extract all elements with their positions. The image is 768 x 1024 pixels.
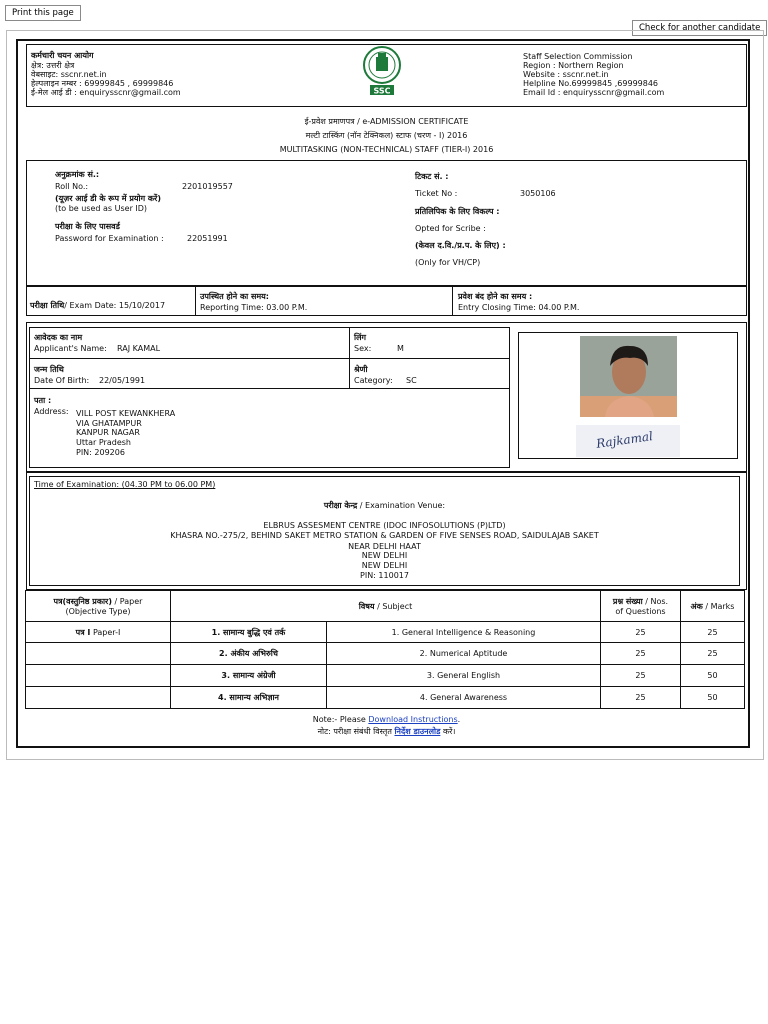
name-label: Applicant's Name: — [34, 344, 107, 353]
reporting-hindi: उपस्थित होने का समय: — [200, 292, 269, 301]
scribe-label-hindi: प्रतिलिपिक के लिए विकल्प : — [415, 207, 500, 216]
vh-label: (Only for VH/CP) — [415, 258, 481, 267]
applicant-name: RAJ KAMAL — [117, 344, 161, 353]
reporting-time: Reporting Time: 03.00 P.M. — [200, 303, 308, 312]
header-paper-hindi: पत्र(वस्तुनिष्ठ प्रकार) — [53, 597, 112, 606]
subject-hindi: 1. सामान्य बुद्धि एवं तर्क — [171, 622, 327, 643]
exam-date-value: / Exam Date: 15/10/2017 — [64, 301, 166, 310]
closing-time: Entry Closing Time: 04.00 P.M. — [458, 303, 580, 312]
website-hindi: वेबसाइट: sscnr.net.in — [31, 70, 107, 79]
subject-name: 1. General Intelligence & Reasoning — [327, 622, 601, 643]
note-english — [26, 715, 747, 725]
subject-name: 2. Numerical Aptitude — [327, 643, 601, 665]
address-line: VILL POST KEWANKHERA — [76, 409, 176, 418]
signature: Rajkamal — [595, 429, 654, 451]
logo-text: SSC — [373, 86, 391, 96]
venue-line: PIN: 110017 — [360, 571, 409, 580]
ssc-logo — [362, 45, 402, 97]
address-line: KANPUR NAGAR — [76, 428, 140, 437]
sex-value: M — [397, 344, 404, 353]
header-questions-hindi: प्रश्न संख्या — [612, 597, 643, 606]
paper-cell — [26, 622, 171, 643]
title-line-1: ई-प्रवेश प्रमाणपत्र / e-ADMISSION CERTIFICATE — [304, 117, 469, 126]
marks: 25 — [681, 622, 745, 643]
website: Website : sscnr.net.in — [523, 70, 609, 79]
exam-date — [30, 301, 165, 311]
print-page-button[interactable]: Print this page — [5, 5, 81, 21]
category-value: SC — [406, 376, 417, 385]
subjects-table — [25, 590, 745, 709]
paper-hindi: पत्र I — [75, 627, 91, 637]
roll-label: Roll No.: — [55, 182, 89, 191]
header-paper — [26, 591, 171, 622]
header-questions-text: / Nos. — [645, 597, 669, 606]
download-instructions-link[interactable]: Download Instructions — [368, 715, 458, 724]
header-subject-hindi: विषय — [358, 601, 375, 611]
venue-line: NEW DELHI — [361, 561, 408, 570]
title-line-3: MULTITASKING (NON-TECHNICAL) STAFF (TIER-I) 2016 — [279, 145, 494, 154]
ticket-label-hindi: टिकट सं. : — [415, 172, 449, 181]
email-hindi: ई-मेल आई डी : enquirysscnr@gmail.com — [31, 88, 181, 97]
table-header-row — [26, 591, 745, 622]
header-paper-type: (Objective Type) — [65, 607, 131, 616]
venue-line: NEW DELHI — [361, 551, 408, 560]
region: Region : Northern Region — [523, 61, 624, 70]
table-row — [26, 665, 745, 687]
sex-label: Sex: — [354, 344, 372, 353]
venue-line: ELBRUS ASSESMENT CENTRE (IDOC INFOSOLUTIONS (P)LTD) — [263, 521, 506, 530]
timing-divider-1 — [195, 286, 196, 316]
note-prefix: Note:- Please — [312, 715, 366, 724]
password-label-hindi: परीक्षा के लिए पासवर्ड — [55, 222, 120, 231]
name-hindi: आवेदक का नाम — [34, 333, 83, 342]
header-marks — [681, 591, 745, 622]
dob-value: 22/05/1991 — [99, 376, 146, 385]
roll-ticket-box — [26, 160, 747, 286]
paper-cell — [26, 643, 171, 665]
marks: 50 — [681, 687, 745, 709]
ticket-value: 3050106 — [520, 189, 556, 198]
marks: 25 — [681, 643, 745, 665]
address-line: Uttar Pradesh — [76, 438, 131, 447]
email: Email Id : enquirysscnr@gmail.com — [523, 88, 665, 97]
header-questions-text-2: of Questions — [615, 607, 666, 616]
note-suffix: . — [457, 715, 461, 724]
questions-count: 25 — [601, 665, 681, 687]
address-label: Address: — [34, 407, 69, 416]
table-row — [26, 643, 745, 665]
note-prefix-hindi: नोट: परीक्षा संबंधी विस्तृत — [317, 727, 392, 736]
note-suffix-hindi: करें। — [442, 727, 456, 736]
subject-hindi: 2. अंकीय अभिरुचि — [171, 643, 327, 665]
header-subject — [171, 591, 601, 622]
sex-hindi: लिंग — [354, 333, 366, 342]
org-name-hindi: कर्मचारी चयन आयोग — [31, 51, 94, 60]
address-hindi: पता : — [34, 396, 52, 405]
timing-divider-2 — [452, 286, 453, 316]
address-line: VIA GHATAMPUR — [76, 419, 142, 428]
subject-hindi: 4. सामान्य अभिज्ञान — [171, 687, 327, 709]
dob-label: Date Of Birth: — [34, 376, 90, 385]
ticket-label: Ticket No : — [415, 189, 458, 198]
roll-value: 2201019557 — [182, 182, 233, 191]
helpline: Helpline No.69999845 ,69999846 — [523, 79, 659, 88]
venue-line: KHASRA NO.-275/2, BEHIND SAKET METRO STATION & GARDEN OF FIVE SENSES ROAD, SAIDULAJAB SAKET — [170, 531, 599, 540]
roll-note: (to be used as User ID) — [55, 204, 148, 213]
details-divider-h2 — [29, 388, 510, 389]
table-row — [26, 622, 745, 643]
venue-label — [29, 501, 740, 511]
marks: 50 — [681, 665, 745, 687]
closing-hindi: प्रवेश बंद होने का समय : — [458, 292, 533, 301]
subject-hindi: 3. सामान्य अंग्रेजी — [171, 665, 327, 687]
header-paper-text: / Paper — [114, 597, 143, 606]
header-subject-text: / Subject — [377, 601, 413, 611]
vh-label-hindi: (केवल द.वि./प्र.प. के लिए) : — [415, 241, 506, 250]
exam-time: Time of Examination: (04.30 PM to 06.00 PM) — [34, 480, 216, 489]
exam-date-hindi: परीक्षा तिथि — [30, 301, 65, 310]
subject-name: 3. General English — [327, 665, 601, 687]
check-another-candidate-button[interactable]: Check for another candidate — [632, 20, 767, 36]
helpline-hindi: हेल्पलाइन नम्बर : 69999845 , 69999846 — [31, 79, 174, 88]
roll-note-hindi: (यूज़र आई डी के रूप में प्रयोग करें) — [55, 194, 161, 203]
roll-label-hindi: अनुक्रमांक सं.: — [55, 170, 100, 179]
dob-hindi: जन्म तिथि — [34, 365, 64, 374]
header-marks-hindi: अंक — [690, 601, 703, 611]
category-hindi: श्रेणी — [354, 365, 368, 374]
title-line-2: मल्टी टास्किंग (नॉन टेक्निकल) स्टाफ (चरण - I) 2016 — [305, 131, 468, 140]
table-row — [26, 687, 745, 709]
category-label: Category: — [354, 376, 393, 385]
download-instructions-link-hindi[interactable]: निर्देश डाउनलोड — [394, 727, 441, 736]
venue-label-hindi: परीक्षा केन्द्र — [323, 501, 358, 510]
header-marks-text: / Marks — [705, 601, 735, 611]
paper-cell — [26, 665, 171, 687]
details-divider-h1 — [29, 358, 510, 359]
password-label: Password for Examination : — [55, 234, 164, 243]
password-value: 22051991 — [187, 234, 228, 243]
venue-label-text: / Examination Venue: — [359, 501, 446, 510]
paper-name: Paper-I — [92, 627, 121, 637]
venue-line: NEAR DELHI HAAT — [348, 542, 421, 551]
region-hindi: क्षेत्र: उत्तरी क्षेत्र — [31, 61, 75, 70]
questions-count: 25 — [601, 622, 681, 643]
note-hindi — [26, 727, 747, 737]
questions-count: 25 — [601, 687, 681, 709]
org-name: Staff Selection Commission — [523, 52, 633, 61]
questions-count: 25 — [601, 643, 681, 665]
subject-name: 4. General Awareness — [327, 687, 601, 709]
scribe-label: Opted for Scribe : — [415, 224, 486, 233]
paper-cell — [26, 687, 171, 709]
address-line: PIN: 209206 — [76, 448, 125, 457]
candidate-photo — [580, 336, 677, 417]
header-questions — [601, 591, 681, 622]
